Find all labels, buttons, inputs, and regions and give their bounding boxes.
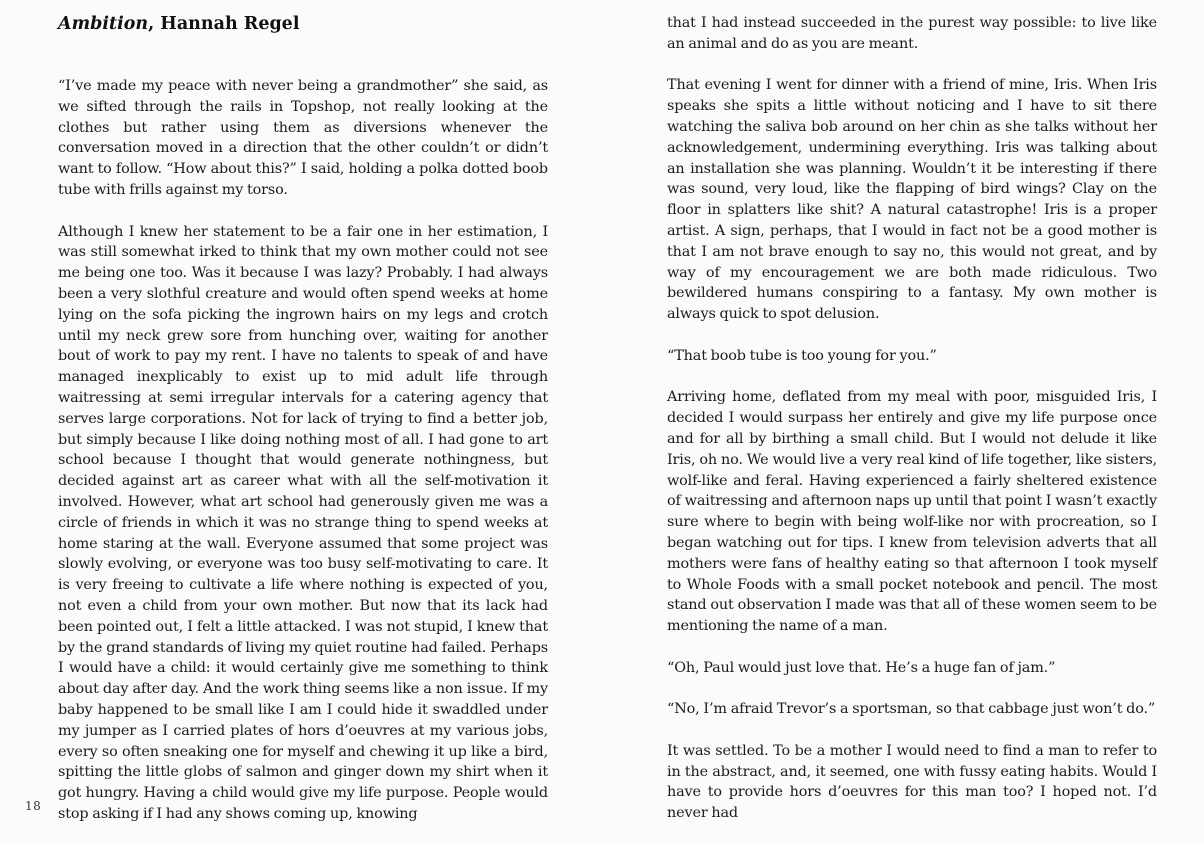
paragraph: “No, I’m afraid Trevor’s a sportsman, so that cabbage just won’t do.” xyxy=(667,701,1156,718)
story-title xyxy=(58,10,299,38)
right-page xyxy=(602,0,1204,820)
paragraph: “Oh, Paul would just love that. He’s a huge fan of jam.” xyxy=(667,659,1056,676)
paragraph: That evening I went for dinner with a friend of mine, Iris. When Iris speaks she spits a little without noticing and I have to sit there watching the saliva bob around on her chin as she talks without her acknowledgement, undermining everything. Iris was talking about an installation she was planning. Wouldn’t it be interesting if there was sound, very loud, like the flapping of bird wings? Clay on the floor in splatters like shit? A natural catastrophe! Iris is a proper artist. A sign, perhaps, that I would in fact not be a good mother is that I am not brave enough to say no, this would not great, and by way of my encouragement we are both made ridiculous. Two bewildered humans conspiring to a fantasy. My own mother is always quick to spot delusion. xyxy=(667,77,1157,323)
story-author: , Hannah Regel xyxy=(148,14,300,34)
right-text-column xyxy=(667,13,1157,845)
paragraph: Arriving home, deflated from my meal with poor, misguided Iris, I decided I would surpass her entirely and give my life purpose once and for all by birthing a small child. But I would not delude it like Iris, oh no. We would live a very real kind of life together, like sisters, wolf-like and feral. Having experienced a fairly sheltered existence of waitressing and afternoon naps up until that point I wasn’t exactly sure where to begin with being wolf-like nor with procreation, so I began watching out for tips. I knew from television adverts that all mothers were fans of healthy eating so that afternoon I took myself to Whole Foods with a small pocket notebook and pencil. The most stand out observation I made was that all of these women seem to be mentioning the name of a man. xyxy=(667,389,1157,635)
paragraph: that I had instead succeeded in the purest way possible: to live like an animal and do as you are meant. xyxy=(667,15,1157,52)
story-title-work: Ambition xyxy=(58,14,149,34)
left-page xyxy=(0,0,602,820)
left-text-column xyxy=(58,76,548,845)
paragraph: “That boob tube is too young for you.” xyxy=(667,347,937,364)
paragraph: Although I knew her statement to be a fair one in her estimation, I was still somewhat irked to think that my own mother could not see me being one too. Was it because I was lazy? Probably. I had always been a very slothful creature and would often spend weeks at home lying on the sofa picking the ingrown hairs on my legs and crotch until my neck grew sore from hunching over, waiting for another bout of work to pay my rent. I have no talents to speak of and have managed inexplicably to exist up to mid adult life through waitressing at semi irregular intervals for a catering agency that serves large corporations. Not for lack of trying to find a better job, but simply because I like doing nothing most of all. I had gone to art school because I thought that would generate nothingness, but decided against art as career what with all the self-motivation it involved. However, what art school had generously given me was a circle of friends in which it was no strange thing to spend weeks at home staring at the wall. Everyone assumed that some project was slowly evolving, or everyone was too busy self-motivating to care. It is very freeing to cultivate a life where nothing is expected of you, not even a child from your own mother. But now that its lack had been pointed out, I felt a little attacked. I was not stupid, I knew that by the grand standards of living my quiet routine had failed. Perhaps I would have a child: it would certainly give me something to think about day after day. And the work thing seems like a non issue. If my baby happened to be small like I am I could hide it swaddled under my jumper as I carried plates of hors d’oeuvres at my various jobs, every so often sneaking one for myself and chewing it up like a bird, spitting the little globs of salmon and ginger down my shirt when it got hungry. Having a child would give my life purpose. People would stop asking if I had any shows coming up, knowing xyxy=(58,223,548,822)
page-number: 18 xyxy=(25,799,42,813)
paragraph: It was settled. To be a mother I would need to find a man to refer to in the abstract, and, it seemed, one with fussy eating habits. Would I have to provide hors d’oeuvres for this man too? I hoped not. I’d never had xyxy=(667,742,1157,822)
paragraph: “I’ve made my peace with never being a grandmother” she said, as we sifted through the rails in Topshop, not really looking at the clothes but rather using them as diversions whenever the conversation moved in a direction that the other couldn’t or didn’t want to follow. “How about this?” I said, holding a polka dotted boob tube with frills against my torso. xyxy=(58,78,548,198)
